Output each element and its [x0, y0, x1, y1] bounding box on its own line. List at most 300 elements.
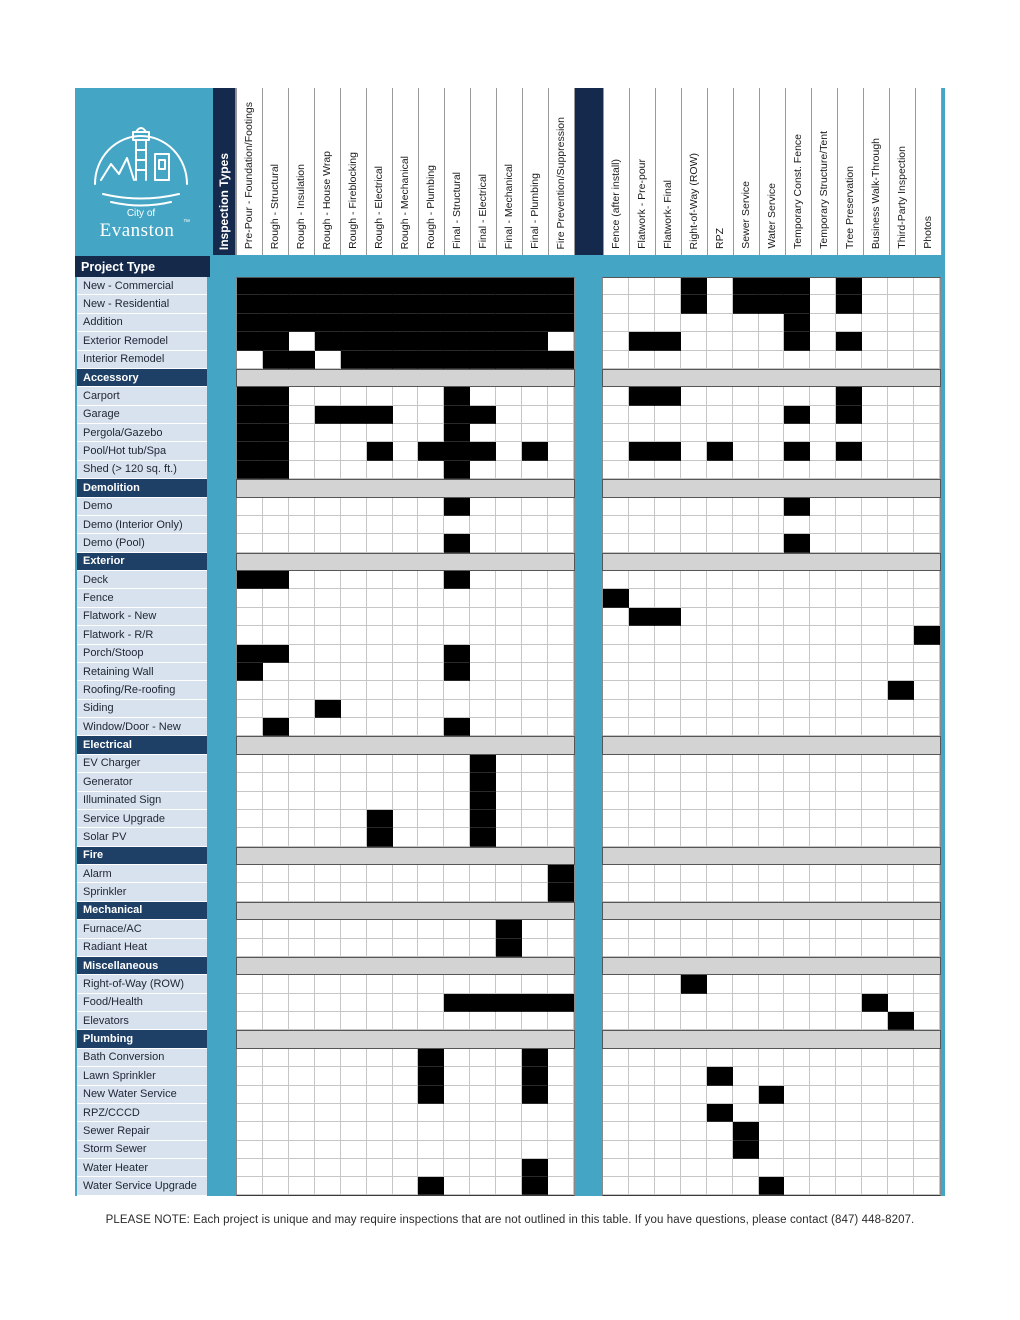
teal-gap	[575, 351, 602, 369]
matrix-cell	[393, 1086, 419, 1104]
matrix-cell	[810, 534, 836, 552]
matrix-cell	[470, 645, 496, 663]
matrix-cell-required	[733, 278, 759, 295]
column-header	[445, 88, 471, 255]
matrix-cell-required	[888, 1012, 914, 1030]
matrix-cell	[810, 314, 836, 332]
matrix-cell	[759, 314, 785, 332]
matrix-cell	[681, 700, 707, 718]
matrix-cell	[367, 700, 393, 718]
matrix-cell	[548, 755, 574, 773]
matrix-cell	[315, 1049, 341, 1067]
teal-gap	[575, 1159, 602, 1177]
matrix-cell	[681, 351, 707, 369]
matrix-cell	[237, 608, 263, 626]
matrix-cell-group	[602, 865, 941, 883]
matrix-cell	[707, 1159, 733, 1177]
matrix-cell	[888, 700, 914, 718]
section-band	[236, 736, 575, 754]
matrix-cell-group	[236, 792, 575, 810]
matrix-cell	[888, 1086, 914, 1104]
matrix-cell	[836, 755, 862, 773]
matrix-cell	[470, 718, 496, 736]
matrix-cell	[444, 589, 470, 607]
matrix-cell	[784, 994, 810, 1012]
matrix-cell	[289, 645, 315, 663]
matrix-cell	[496, 1086, 522, 1104]
matrix-cell	[655, 295, 681, 313]
matrix-cell	[681, 663, 707, 681]
matrix-cell	[733, 406, 759, 424]
matrix-cell	[629, 1141, 655, 1159]
matrix-cell	[367, 626, 393, 644]
matrix-cell	[810, 681, 836, 699]
matrix-cell	[655, 994, 681, 1012]
matrix-cell	[888, 1122, 914, 1140]
matrix-cell	[393, 516, 419, 534]
matrix-cell	[629, 295, 655, 313]
matrix-cell-required	[263, 442, 289, 460]
matrix-cell	[470, 1086, 496, 1104]
matrix-cell	[289, 516, 315, 534]
matrix-cell	[888, 332, 914, 350]
matrix-cell	[393, 1012, 419, 1030]
teal-gap	[575, 663, 602, 681]
matrix-cell	[810, 1104, 836, 1122]
column-header	[341, 88, 367, 255]
matrix-cell-required	[470, 792, 496, 810]
matrix-cell	[315, 571, 341, 589]
teal-gap	[941, 1067, 945, 1085]
table-row	[75, 920, 945, 938]
matrix-cell	[522, 461, 548, 479]
matrix-cell-required	[733, 1141, 759, 1159]
matrix-cell	[315, 718, 341, 736]
column-header	[289, 88, 315, 255]
column-header	[393, 88, 419, 255]
matrix-cell-group	[236, 498, 575, 516]
matrix-cell	[784, 681, 810, 699]
matrix-cell	[315, 626, 341, 644]
matrix-cell	[681, 1141, 707, 1159]
matrix-cell-required	[237, 663, 263, 681]
matrix-cell	[759, 718, 785, 736]
matrix-cell	[418, 718, 444, 736]
teal-gap	[941, 1159, 945, 1177]
matrix-cell	[733, 1177, 759, 1194]
teal-gap	[575, 553, 602, 571]
teal-gap	[941, 792, 945, 810]
matrix-cell	[444, 1104, 470, 1122]
matrix-cell	[603, 1049, 629, 1067]
matrix-cell	[914, 442, 940, 460]
matrix-cell	[367, 645, 393, 663]
matrix-cell	[655, 534, 681, 552]
matrix-cell	[733, 498, 759, 516]
matrix-cell	[418, 1122, 444, 1140]
row-label: New - Commercial	[77, 277, 207, 295]
matrix-cell	[629, 589, 655, 607]
matrix-cell-group	[236, 1177, 575, 1195]
matrix-cell-required	[289, 351, 315, 369]
matrix-cell	[810, 1067, 836, 1085]
matrix-cell	[289, 534, 315, 552]
matrix-cell-required	[237, 406, 263, 424]
matrix-cell	[548, 498, 574, 516]
matrix-cell	[393, 1104, 419, 1122]
matrix-cell	[655, 1086, 681, 1104]
matrix-cell	[759, 534, 785, 552]
matrix-cell-group	[602, 1012, 941, 1030]
matrix-cell	[393, 626, 419, 644]
matrix-cell	[655, 645, 681, 663]
matrix-cell	[810, 424, 836, 442]
matrix-cell	[914, 700, 940, 718]
matrix-cell	[496, 498, 522, 516]
matrix-cell-group	[602, 920, 941, 938]
teal-gap	[941, 479, 945, 497]
matrix-cell-group	[236, 828, 575, 846]
matrix-cell	[914, 461, 940, 479]
matrix-cell	[315, 883, 341, 901]
matrix-cell	[810, 498, 836, 516]
matrix-cell	[496, 663, 522, 681]
matrix-cell	[418, 516, 444, 534]
teal-gap	[941, 736, 945, 754]
matrix-cell	[393, 792, 419, 810]
matrix-cell	[784, 810, 810, 828]
matrix-cell	[784, 773, 810, 791]
teal-gap	[207, 314, 236, 332]
matrix-cell-group	[602, 939, 941, 957]
matrix-cell-group	[602, 755, 941, 773]
matrix-cell	[681, 589, 707, 607]
matrix-cell-required	[367, 314, 393, 332]
matrix-cell	[810, 810, 836, 828]
matrix-cell	[548, 718, 574, 736]
matrix-cell	[655, 1012, 681, 1030]
matrix-cell	[237, 718, 263, 736]
matrix-cell	[629, 773, 655, 791]
matrix-cell	[393, 442, 419, 460]
matrix-cell	[759, 608, 785, 626]
matrix-cell	[603, 681, 629, 699]
matrix-cell	[836, 534, 862, 552]
matrix-cell-required	[470, 810, 496, 828]
matrix-cell	[836, 1086, 862, 1104]
matrix-cell-required	[237, 461, 263, 479]
matrix-cell-group	[236, 994, 575, 1012]
matrix-cell-group	[602, 387, 941, 405]
column-header	[760, 88, 786, 255]
matrix-cell	[367, 1177, 393, 1194]
matrix-cell-group	[602, 498, 941, 516]
matrix-cell	[888, 773, 914, 791]
matrix-cell	[315, 663, 341, 681]
matrix-cell	[237, 792, 263, 810]
matrix-cell	[418, 681, 444, 699]
matrix-cell	[289, 810, 315, 828]
matrix-cell	[393, 828, 419, 846]
matrix-cell	[603, 1067, 629, 1085]
teal-gap	[941, 516, 945, 534]
column-header-label: Final - Plumbing	[529, 173, 542, 249]
matrix-cell	[655, 1159, 681, 1177]
matrix-cell	[393, 534, 419, 552]
matrix-cell	[862, 295, 888, 313]
matrix-cell-required	[367, 295, 393, 313]
matrix-cell	[759, 681, 785, 699]
teal-gap	[207, 1122, 236, 1140]
matrix-cell-required	[522, 278, 548, 295]
matrix-cell	[548, 920, 574, 938]
matrix-cell	[810, 626, 836, 644]
matrix-cell	[237, 1012, 263, 1030]
teal-gap	[207, 1104, 236, 1122]
matrix-cell	[444, 883, 470, 901]
matrix-cell	[655, 1122, 681, 1140]
matrix-cell	[759, 442, 785, 460]
matrix-cell	[836, 1067, 862, 1085]
matrix-cell	[862, 1177, 888, 1194]
matrix-cell	[341, 645, 367, 663]
matrix-cell	[393, 663, 419, 681]
table-row	[75, 626, 945, 644]
matrix-cell-required	[444, 278, 470, 295]
matrix-cell	[603, 387, 629, 405]
teal-gap	[207, 939, 236, 957]
matrix-cell-required	[470, 332, 496, 350]
row-label: New Water Service	[77, 1086, 207, 1104]
matrix-cell	[629, 1104, 655, 1122]
row-label: Sewer Repair	[77, 1122, 207, 1140]
matrix-cell	[418, 663, 444, 681]
matrix-cell-group	[236, 865, 575, 883]
teal-gap	[941, 498, 945, 516]
matrix-cell	[444, 865, 470, 883]
matrix-cell	[914, 755, 940, 773]
teal-gap	[207, 626, 236, 644]
matrix-cell	[341, 424, 367, 442]
matrix-cell	[784, 718, 810, 736]
matrix-cell-group	[236, 883, 575, 901]
matrix-cell	[444, 626, 470, 644]
matrix-cell	[315, 534, 341, 552]
matrix-cell	[862, 1086, 888, 1104]
matrix-cell-required	[367, 278, 393, 295]
matrix-cell-group	[236, 1067, 575, 1085]
column-header-label: Water Service	[766, 183, 779, 249]
matrix-cell-required	[444, 406, 470, 424]
teal-gap	[207, 1049, 236, 1067]
matrix-cell	[784, 589, 810, 607]
matrix-cell	[603, 773, 629, 791]
matrix-cell	[548, 442, 574, 460]
row-label: Bath Conversion	[77, 1049, 207, 1067]
matrix-cell	[315, 589, 341, 607]
matrix-cell	[733, 718, 759, 736]
matrix-cell	[315, 424, 341, 442]
matrix-cell	[888, 387, 914, 405]
matrix-cell	[237, 498, 263, 516]
matrix-cell	[759, 810, 785, 828]
section-band	[602, 957, 941, 975]
matrix-cell	[367, 755, 393, 773]
column-header-label: Rough - Fireblocking	[347, 152, 360, 249]
matrix-cell	[836, 920, 862, 938]
matrix-cell	[548, 1012, 574, 1030]
matrix-cell	[393, 461, 419, 479]
matrix-cell	[784, 792, 810, 810]
teal-gap	[575, 295, 602, 313]
matrix-cell-required	[263, 406, 289, 424]
matrix-cell	[341, 939, 367, 957]
matrix-cell	[341, 626, 367, 644]
matrix-cell	[263, 663, 289, 681]
matrix-cell	[681, 920, 707, 938]
matrix-cell	[836, 645, 862, 663]
matrix-cell	[707, 810, 733, 828]
matrix-cell	[470, 1104, 496, 1122]
matrix-cell-required	[496, 939, 522, 957]
row-label: Alarm	[77, 865, 207, 883]
matrix-cell-group	[602, 1141, 941, 1159]
matrix-cell-group	[602, 663, 941, 681]
matrix-cell	[655, 1049, 681, 1067]
column-header-label: Temporary Structure/Tent	[818, 131, 831, 249]
teal-gap	[207, 1012, 236, 1030]
matrix-cell	[522, 406, 548, 424]
matrix-cell	[367, 387, 393, 405]
teal-gap	[575, 1122, 602, 1140]
matrix-cell	[418, 773, 444, 791]
matrix-cell	[289, 1104, 315, 1122]
matrix-cell-required	[522, 1177, 548, 1194]
matrix-cell	[681, 1086, 707, 1104]
matrix-cell	[470, 865, 496, 883]
matrix-cell	[367, 773, 393, 791]
matrix-cell	[733, 314, 759, 332]
matrix-cell	[341, 883, 367, 901]
matrix-cell	[681, 314, 707, 332]
matrix-cell	[629, 1067, 655, 1085]
matrix-cell	[548, 700, 574, 718]
row-label: Shed (> 120 sq. ft.)	[77, 461, 207, 479]
matrix-cell	[470, 663, 496, 681]
matrix-cell-required	[444, 571, 470, 589]
matrix-cell-required	[367, 351, 393, 369]
matrix-cell	[888, 1177, 914, 1194]
matrix-cell-required	[522, 1086, 548, 1104]
teal-gap	[575, 828, 602, 846]
matrix-cell-group	[602, 975, 941, 993]
matrix-cell	[470, 1049, 496, 1067]
matrix-cell	[289, 663, 315, 681]
column-header	[682, 88, 708, 255]
matrix-cell	[315, 608, 341, 626]
matrix-cell	[733, 534, 759, 552]
matrix-cell	[263, 608, 289, 626]
matrix-cell	[289, 975, 315, 993]
matrix-cell-required	[341, 406, 367, 424]
matrix-cell	[548, 810, 574, 828]
matrix-cell	[707, 461, 733, 479]
matrix-cell	[810, 865, 836, 883]
column-header	[786, 88, 812, 255]
matrix-cell	[496, 608, 522, 626]
column-header-label: Final - Structural	[451, 171, 464, 249]
matrix-cell-required	[263, 461, 289, 479]
matrix-cell	[810, 351, 836, 369]
matrix-cell	[707, 883, 733, 901]
matrix-cell	[862, 663, 888, 681]
matrix-cell-group	[602, 792, 941, 810]
column-header	[263, 88, 289, 255]
matrix-cell	[629, 461, 655, 479]
matrix-cell	[470, 1067, 496, 1085]
matrix-cell	[444, 1012, 470, 1030]
matrix-cell	[914, 589, 940, 607]
matrix-cell-required	[836, 278, 862, 295]
matrix-cell	[862, 498, 888, 516]
column-group-divider	[575, 88, 603, 255]
matrix-cell	[681, 681, 707, 699]
matrix-cell	[522, 387, 548, 405]
teal-gap	[941, 442, 945, 460]
matrix-cell-required	[470, 314, 496, 332]
teal-gap	[575, 1012, 602, 1030]
matrix-cell	[784, 883, 810, 901]
matrix-cell	[315, 1141, 341, 1159]
matrix-cell	[367, 975, 393, 993]
matrix-cell	[289, 700, 315, 718]
teal-gap	[207, 645, 236, 663]
matrix-cell	[759, 939, 785, 957]
matrix-cell	[548, 571, 574, 589]
matrix-cell	[263, 883, 289, 901]
matrix-cell-required	[393, 295, 419, 313]
matrix-cell	[629, 1049, 655, 1067]
row-label: Fence	[77, 589, 207, 607]
matrix-cell	[707, 755, 733, 773]
matrix-cell	[733, 1012, 759, 1030]
matrix-cell-group	[236, 645, 575, 663]
row-label: Solar PV	[77, 828, 207, 846]
matrix-cell-required	[315, 278, 341, 295]
matrix-cell-required	[470, 773, 496, 791]
matrix-cell	[810, 920, 836, 938]
matrix-cell	[263, 994, 289, 1012]
matrix-cell-required	[393, 332, 419, 350]
teal-gap	[575, 516, 602, 534]
matrix-cell	[914, 810, 940, 828]
matrix-cell	[522, 865, 548, 883]
matrix-cell	[341, 681, 367, 699]
teal-gap	[575, 1104, 602, 1122]
matrix-cell-group	[236, 571, 575, 589]
teal-gap	[207, 1159, 236, 1177]
teal-gap	[207, 1030, 236, 1048]
teal-gap	[941, 902, 945, 920]
matrix-cell-required	[548, 865, 574, 883]
matrix-cell	[263, 1012, 289, 1030]
matrix-cell-group	[236, 939, 575, 957]
matrix-cell	[341, 1177, 367, 1194]
matrix-cell-required	[367, 810, 393, 828]
teal-gap	[575, 1049, 602, 1067]
matrix-cell-group	[236, 424, 575, 442]
matrix-cell	[418, 608, 444, 626]
